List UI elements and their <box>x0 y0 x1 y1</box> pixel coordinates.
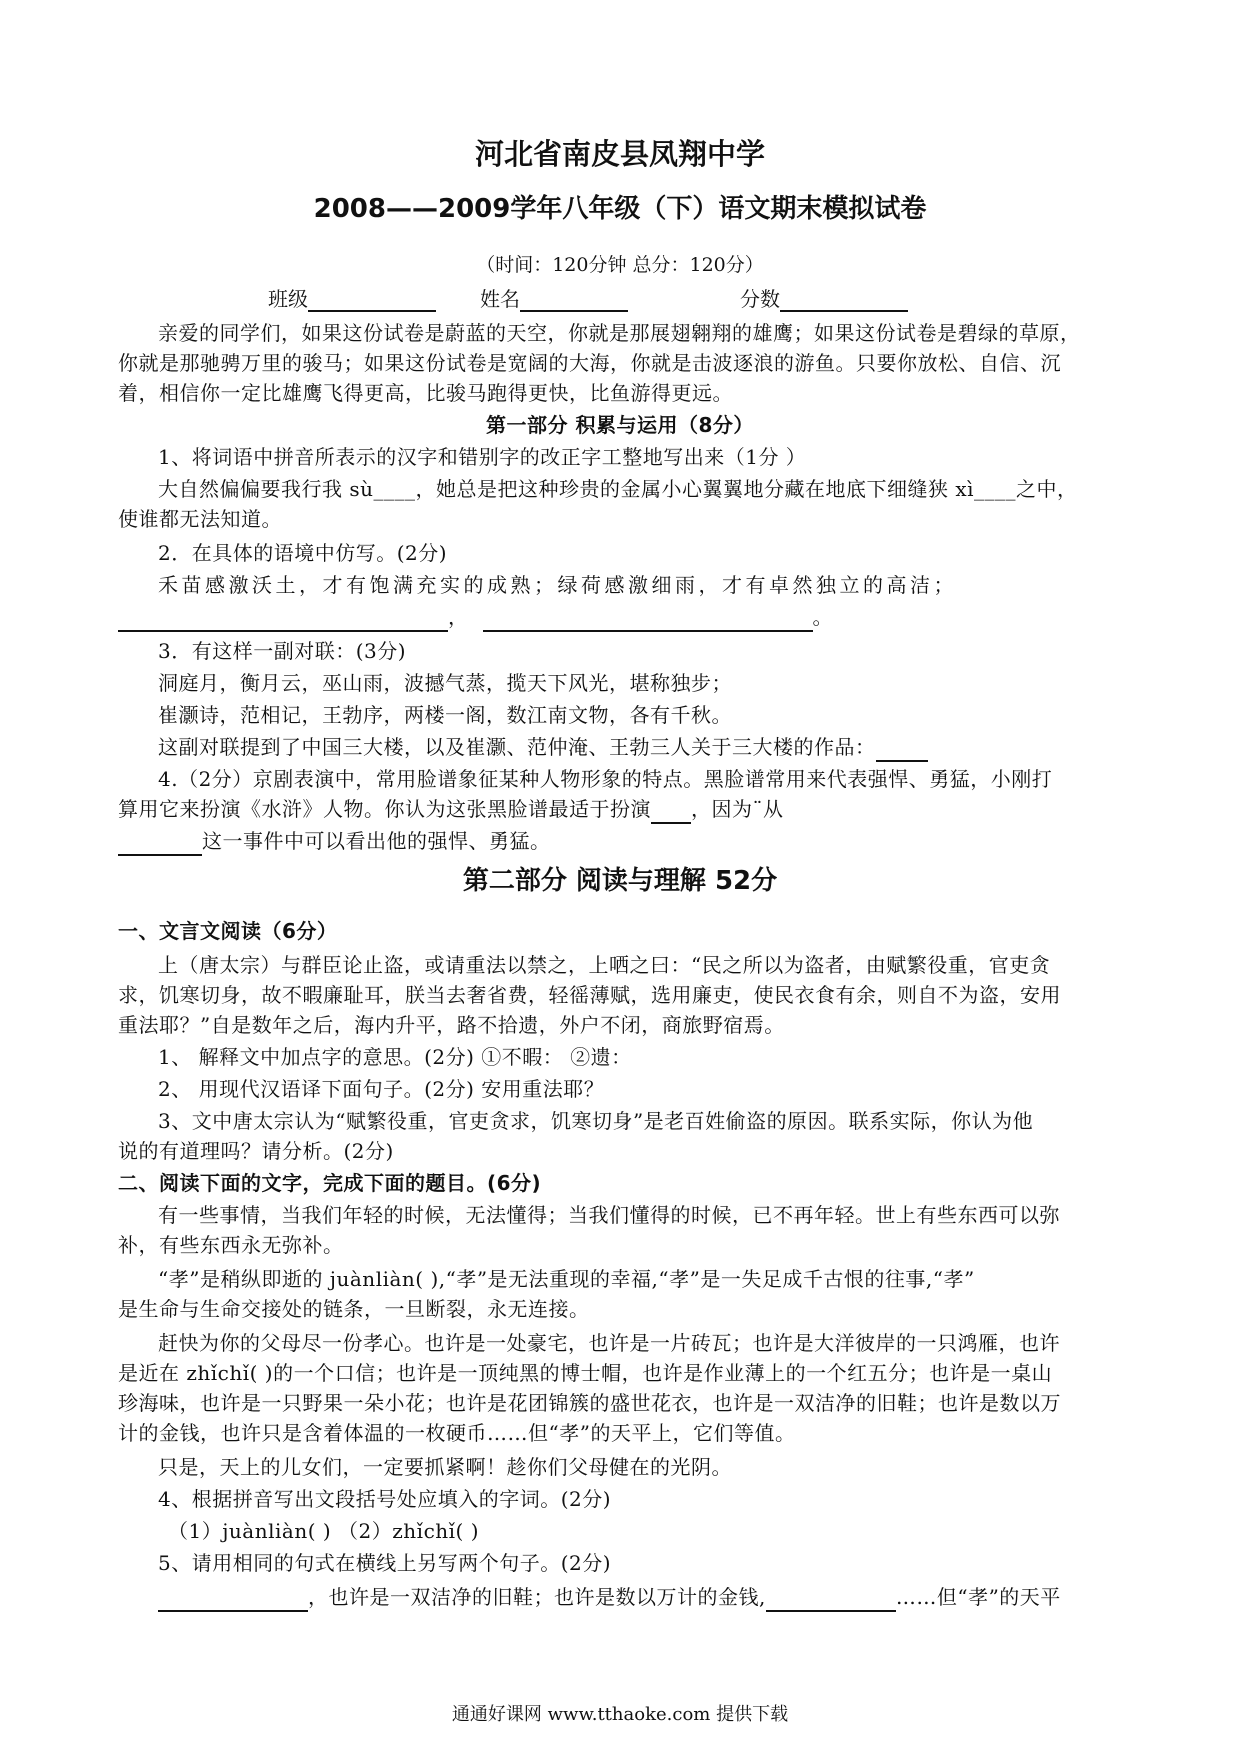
section-1-question: 3、文中唐太宗认为“赋繁役重，官吏贪求，饥寒切身”是老百姓偷盗的原因。联系实际，你认为他 <box>158 1109 1034 1133</box>
answer-blank <box>158 1588 308 1612</box>
question-3-text: 这副对联提到了中国三大楼，以及崔灏、范仲淹、王勃三人关于三大楼的作品： <box>158 735 876 759</box>
exam-title: 2008——2009学年八年级（下）语文期末模拟试卷 <box>313 194 927 224</box>
reading-line: 计的金钱，也许只是含着体温的一枚硬币……但“孝”的天平上，它们等值。 <box>118 1421 796 1445</box>
score-label: 分数 <box>740 287 780 311</box>
answer-blank <box>766 1588 896 1612</box>
section-1-question: 说的有道理吗？请分析。(2分) <box>118 1139 394 1163</box>
section-1-question: 2、 用现代汉语译下面句子。(2分) 安用重法耶？ <box>158 1077 605 1101</box>
question-1: 1、将词语中拼音所表示的汉字和错别字的改正字工整地写出来（1分 ） <box>158 445 807 469</box>
reading-line: 是生命与生命交接处的链条，一旦断裂，永无连接。 <box>118 1297 590 1321</box>
couplet-line-2: 崔灏诗，范相记，王勃序，两楼一阁，数江南文物，各有千秋。 <box>158 703 732 727</box>
intro-line: 亲爱的同学们，如果这份试卷是蔚蓝的天空，你就是那展翅翱翔的雄鹰；如果这份试卷是碧绿的草原， <box>158 321 1081 345</box>
class-field <box>268 283 436 312</box>
classical-text-line: 上（唐太宗）与群臣论止盗，或请重法以禁之，上哂之曰：“民之所以为盗者，由赋繁役重，官吏贪 <box>158 953 1051 977</box>
question-1-text: 使谁都无法知道。 <box>118 507 282 531</box>
section-2-question-line <box>158 1582 1061 1612</box>
question-5-text: ，也许是一双洁净的旧鞋；也许是数以万计的金钱, <box>308 1585 766 1609</box>
couplet-line-1: 洞庭月，衡月云，巫山雨，波撼气蒸，揽天下风光，堪称独步； <box>158 671 732 695</box>
reading-line: 是近在 zhǐchǐ( )的一个口信；也许是一顶纯黑的博士帽，也许是作业薄上的一个红五分；也许是一桌山 <box>118 1361 1053 1385</box>
question-2: 2．在具体的语境中仿写。(2分) <box>158 541 448 565</box>
page-footer: 通通好课网 www.tthaoke.com 提供下载 <box>451 1704 789 1725</box>
question-2-text: 禾苗感激沃土，才有饱满充实的成熟；绿荷感激细雨，才有卓然独立的高洁； <box>158 573 957 597</box>
section-2-question: 4、根据拼音写出文段括号处应填入的字词。(2分) <box>158 1487 612 1511</box>
question-4-text: ，因为¨从 <box>691 797 784 821</box>
section-1-question: 1、 解释文中加点字的意思。(2分) ①不暇： ②遗： <box>158 1045 632 1069</box>
answer-blank <box>118 832 202 856</box>
question-4-text: 算用它来扮演《水浒》人物。你认为这张黑脸谱最适于扮演 <box>118 797 651 821</box>
reading-line: “孝”是稍纵即逝的 juànliàn( ),“孝”是无法重现的幸福,“孝”是一失足成千古恨的往事,“孝” <box>158 1267 975 1291</box>
answer-blank <box>876 738 928 762</box>
reading-line: 珍海味，也许是一只野果一朵小花；也许是花团锦簇的盛世花衣，也许是一双洁净的旧鞋；也许是数以万 <box>118 1391 1061 1415</box>
comma: ， <box>448 605 469 629</box>
name-blank <box>520 288 628 312</box>
answer-blank <box>483 608 813 632</box>
classical-text-line: 重法耶？”自是数年之后，海内升平，路不拾遗，外户不闭，商旅野宿焉。 <box>118 1013 785 1037</box>
part2-heading: 第二部分 阅读与理解 52分 <box>462 866 778 896</box>
question-3-prompt <box>158 732 928 762</box>
classical-text-line: 求，饥寒切身，故不暇廉耻耳，朕当去奢省费，轻徭薄赋，选用廉吏，使民衣食有余，则自不为盗，安用 <box>118 983 1061 1007</box>
part1-heading: 第一部分 积累与运用（8分） <box>486 413 754 437</box>
reading-line: 只是，天上的儿女们，一定要抓紧啊！趁你们父母健在的光阴。 <box>158 1455 732 1479</box>
answer-blank <box>118 608 448 632</box>
score-blank <box>780 288 908 312</box>
question-2-blanks <box>118 602 833 632</box>
section-2-question: 5、请用相同的句式在横线上另写两个句子。(2分) <box>158 1551 612 1575</box>
reading-line: 有一些事情，当我们年轻的时候，无法懂得；当我们懂得的时候，已不再年轻。世上有些东西可以弥 <box>158 1203 1060 1227</box>
period: 。 <box>812 605 833 629</box>
reading-line: 补，有些东西永无弥补。 <box>118 1233 344 1257</box>
intro-line: 着，相信你一定比雄鹰飞得更高，比骏马跑得更快，比鱼游得更远。 <box>118 381 733 405</box>
name-label: 姓名 <box>480 287 520 311</box>
intro-line: 你就是那驰骋万里的骏马；如果这份试卷是宽阔的大海，你就是击波逐浪的游鱼。只要你放松、自信、沉 <box>118 351 1061 375</box>
time-score-line: （时间：120分钟 总分：120分） <box>476 254 764 276</box>
name-field <box>480 283 628 312</box>
class-label: 班级 <box>268 287 308 311</box>
question-3: 3．有这样一副对联：(3分) <box>158 639 407 663</box>
question-4-line <box>118 794 784 824</box>
question-4: 4.（2分）京剧表演中，常用脸谱象征某种人物形象的特点。黑脸谱常用来代表强悍、勇猛，小刚打 <box>158 767 1053 791</box>
class-blank <box>308 288 436 312</box>
answer-blank <box>651 800 691 824</box>
question-1-text: 大自然偏偏要我行我 sù____，她总是把这种珍贵的金属小心翼翼地分藏在地底下细缝狭 xì____之中， <box>158 477 1078 501</box>
reading-line: 赶快为你的父母尽一份孝心。也许是一处豪宅，也许是一片砖瓦；也许是大洋彼岸的一只鸿雁，也许 <box>158 1331 1060 1355</box>
section-1-heading: 一、文言文阅读（6分） <box>118 919 338 943</box>
question-4-text: 这一事件中可以看出他的强悍、勇猛。 <box>202 829 551 853</box>
question-4-line <box>118 826 551 856</box>
score-field <box>740 283 908 312</box>
section-2-heading: 二、阅读下面的文字，完成下面的题目。(6分) <box>118 1171 542 1195</box>
question-5-text: ……但“孝”的天平 <box>895 1585 1061 1609</box>
school-title: 河北省南皮县凤翔中学 <box>474 137 765 171</box>
section-2-question-items: （1）juànliàn( ) （2）zhǐchǐ( ) <box>168 1519 480 1543</box>
